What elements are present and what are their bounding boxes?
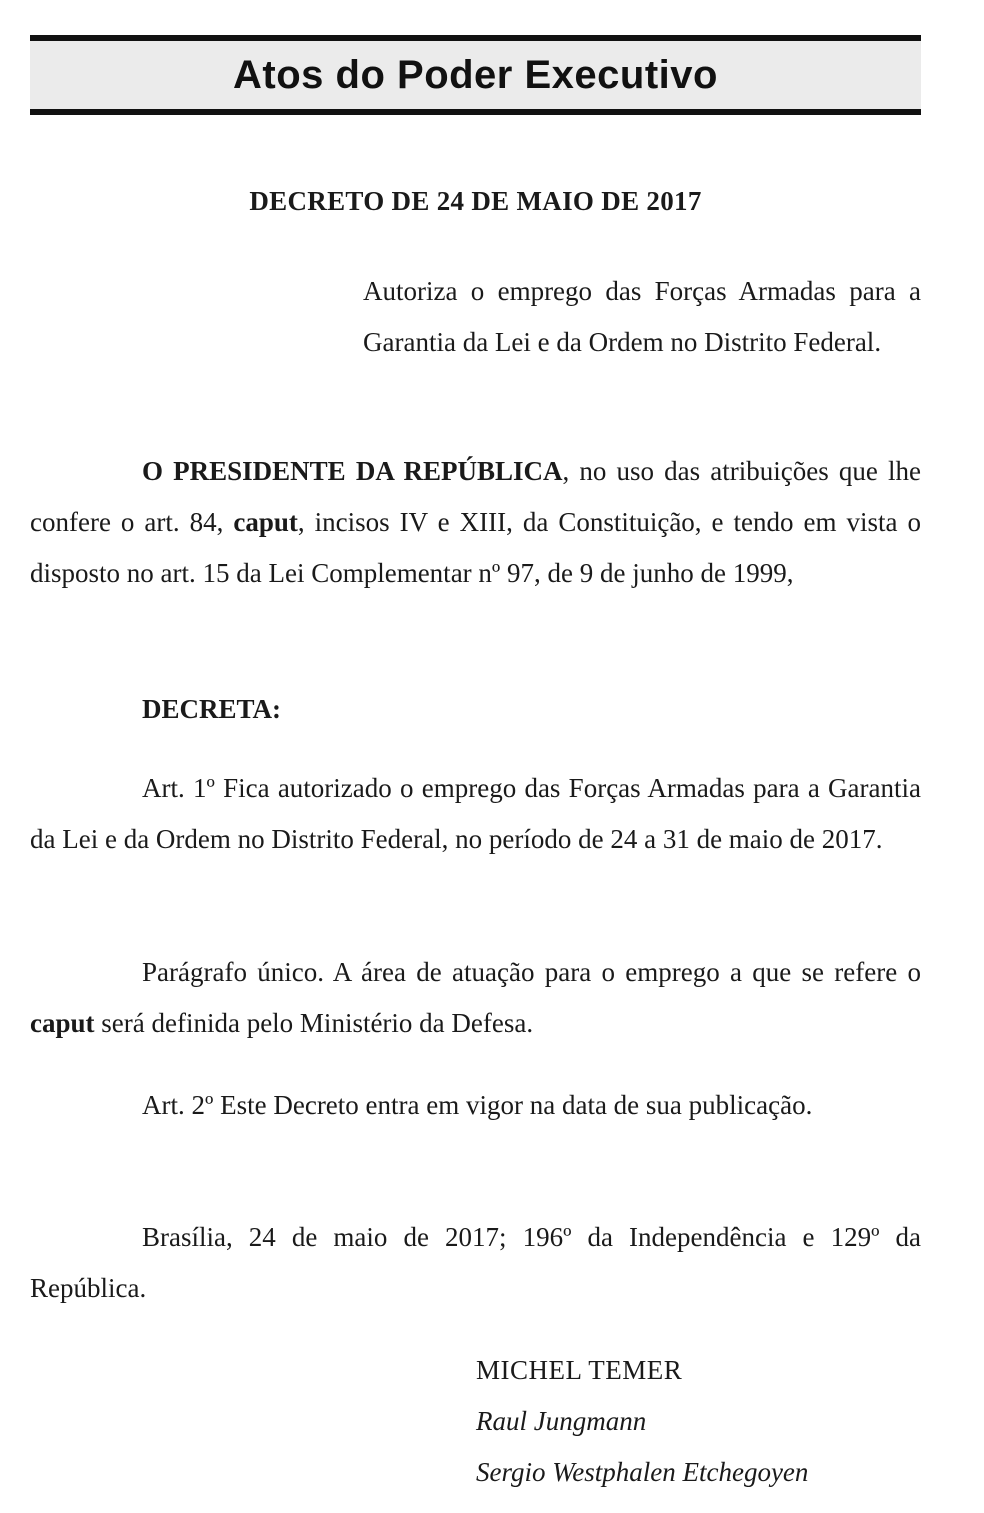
paragrafo-text-1: Parágrafo único. A área de atuação para o emprego a que se refere o (142, 957, 921, 987)
preamble-text-2: , incisos IV e XIII, da Constituição, e tendo em vista o disposto no art. 15 da Lei Complementar nº 97, de 9 de junho de 1999, (30, 507, 921, 588)
signature-minister-2: Sergio Westphalen Etchegoyen (476, 1457, 809, 1487)
preamble-text-1: , no uso das atribuições que lhe confere o art. 84, (30, 456, 921, 537)
signature-president: MICHEL TEMER (476, 1355, 683, 1385)
preamble-caput: caput (233, 507, 298, 537)
decree-title: DECRETO DE 24 DE MAIO DE 2017 (249, 186, 702, 216)
paragrafo-unico (30, 947, 921, 1049)
preamble-authority: O PRESIDENTE DA REPÚBLICA (142, 456, 563, 486)
section-title: Atos do Poder Executivo (233, 52, 718, 97)
article-2: Art. 2º Este Decreto entra em vigor na data de sua publicação. (142, 1090, 813, 1120)
paragrafo-text-2: será definida pelo Ministério da Defesa. (94, 1008, 534, 1038)
signature-minister-1: Raul Jungmann (476, 1406, 647, 1436)
decree-ementa: Autoriza o emprego das Forças Armadas para a Garantia da Lei e da Ordem no Distrito Federal. (363, 276, 921, 357)
article-1: Art. 1º Fica autorizado o emprego das Forças Armadas para a Garantia da Lei e da Ordem no Distrito Federal, no período de 24 a 31 de maio de 2017. (30, 773, 921, 854)
paragrafo-caput: caput (30, 1008, 95, 1038)
decreta-heading: DECRETA: (142, 694, 282, 724)
document-page (30, 0, 921, 1513)
preamble-paragraph (30, 446, 921, 599)
section-header-banner (30, 35, 921, 115)
closing-line: Brasília, 24 de maio de 2017; 196º da Independência e 129º da República. (30, 1222, 921, 1303)
